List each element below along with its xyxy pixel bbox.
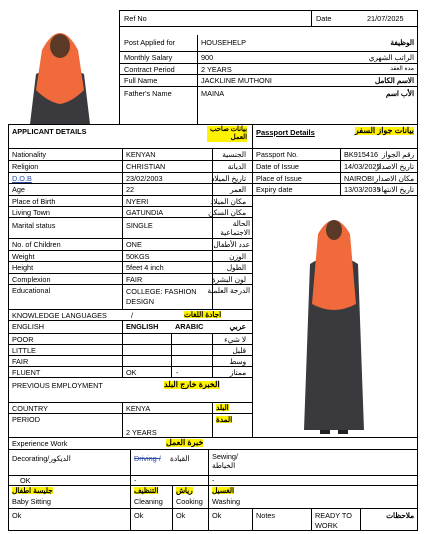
nationality-value: KENYAN bbox=[126, 150, 156, 159]
complexion-value: FAIR bbox=[126, 275, 143, 284]
date-label: Date bbox=[316, 14, 332, 23]
name-value: JACKLINE MUTHONI bbox=[201, 76, 272, 85]
post-label: Post Applied for bbox=[124, 38, 176, 47]
col-english: ENGLISH bbox=[126, 322, 159, 331]
marital-label: Marital status bbox=[12, 221, 56, 230]
passport-no-value: BK915416 bbox=[344, 150, 379, 159]
town-value: GATUNDIA bbox=[126, 208, 164, 217]
employment-title: PREVIOUS EMPLOYMENT bbox=[12, 381, 103, 390]
col-arabic: ARABIC bbox=[175, 322, 204, 331]
lang-fluent-ar: ممتاز bbox=[229, 368, 246, 377]
lang-fluent-english: OK bbox=[126, 368, 137, 377]
languages-slash: / bbox=[131, 311, 134, 320]
cooking-value: Ok bbox=[176, 511, 186, 520]
cleaning-ar: التنظيف bbox=[134, 486, 159, 495]
religion-ar: الديانة bbox=[227, 162, 246, 171]
applicant-photo-full bbox=[300, 204, 368, 436]
expiry-value: 13/03/2035 bbox=[344, 185, 381, 194]
employment-title-ar: الخبرة خارج البلد bbox=[164, 380, 220, 389]
education-ar: الدرجة العلمية bbox=[207, 286, 250, 295]
contract-value: 2 YEARS bbox=[201, 65, 232, 74]
contract-ar: مدة العقد bbox=[390, 66, 414, 72]
children-value: ONE bbox=[126, 240, 142, 249]
issue-date-ar: تاريخ الاصدار bbox=[375, 162, 414, 171]
town-label: Living Town bbox=[12, 208, 50, 217]
height-ar: الطول bbox=[226, 263, 246, 272]
lang-row-english-label: ENGLISH bbox=[12, 322, 45, 331]
notes-value: READY TO WORK bbox=[315, 511, 352, 530]
nationality-label: Nationality bbox=[12, 150, 47, 159]
passport-title-ar: بيانات جواز السفر bbox=[354, 126, 414, 135]
birthplace-label: Place of Birth bbox=[12, 197, 56, 206]
period-value: 2 YEARS bbox=[126, 428, 157, 437]
height-value: 5feet 4 inch bbox=[126, 263, 164, 272]
age-value: 22 bbox=[126, 185, 135, 194]
children-ar: عدد الأطفال bbox=[213, 240, 250, 249]
driving-value: - bbox=[134, 476, 137, 485]
issue-date-label: Date of Issue bbox=[256, 162, 299, 171]
children-label: No. of Children bbox=[12, 240, 61, 249]
sewing-value: - bbox=[212, 476, 215, 485]
salary-label: Monthly Salary bbox=[124, 53, 173, 62]
ref-label: Ref No bbox=[124, 14, 147, 23]
washing-value: Ok bbox=[212, 511, 222, 520]
driving-label: Driving / bbox=[134, 454, 161, 463]
name-ar: الاسم الكامل bbox=[374, 76, 414, 85]
babysit-label: Baby Sitting bbox=[12, 497, 51, 506]
salary-value: 900 bbox=[201, 53, 214, 62]
nationality-ar: الجنسية bbox=[222, 150, 246, 159]
notes-ar: ملاحظات bbox=[386, 511, 414, 520]
period-ar: المدة bbox=[216, 415, 233, 424]
birthplace-ar: مكان الميلاد bbox=[210, 197, 246, 206]
issue-place-label: Place of Issue bbox=[256, 174, 302, 183]
cooking-label: Cooking bbox=[176, 497, 203, 506]
birthplace-value: NYERI bbox=[126, 197, 149, 206]
washing-label: Washing bbox=[212, 497, 241, 506]
dob-label: D.O.B bbox=[12, 174, 32, 183]
period-label: PERIOD bbox=[12, 415, 40, 424]
babysit-ar: جليسة اطفال bbox=[12, 486, 53, 495]
applicant-title-ar: بيانات صاحب العمل bbox=[207, 126, 247, 142]
babysit-value: Ok bbox=[12, 511, 22, 520]
issue-date-value: 14/03/2025 bbox=[344, 162, 381, 171]
religion-label: Religion bbox=[12, 162, 39, 171]
experience-title: Experience Work bbox=[12, 439, 68, 448]
dob-ar: تاريخ الميلاد bbox=[211, 174, 246, 183]
country-value: KENYA bbox=[126, 404, 151, 413]
passport-no-label: Passport No. bbox=[256, 150, 299, 159]
marital-ar: الحالة الاجتماعية bbox=[220, 219, 250, 238]
salary-ar: الراتب الشهري bbox=[368, 53, 414, 62]
country-ar: البلد bbox=[216, 403, 229, 412]
lang-little-label: LITTLE bbox=[12, 346, 36, 355]
passport-no-ar: رقم الجواز bbox=[381, 150, 414, 159]
age-ar: العمر bbox=[229, 185, 246, 194]
driving-ar: القيادة bbox=[170, 454, 190, 463]
expiry-ar: تاريخ الانتهاء bbox=[378, 185, 414, 194]
lang-poor-ar: لا شيء bbox=[224, 335, 246, 344]
education-label: Educational bbox=[12, 286, 51, 295]
languages-title: KNOWLEDGE LANGUAGES bbox=[12, 311, 107, 320]
height-label: Height bbox=[12, 263, 34, 272]
contract-label: Contract Period bbox=[124, 65, 175, 74]
washing-ar: الغسيل bbox=[212, 486, 235, 495]
father-ar: الأب اسم bbox=[385, 89, 414, 98]
age-label: Age bbox=[12, 185, 25, 194]
expiry-label: Expiry date bbox=[256, 185, 293, 194]
cleaning-label: Cleaning bbox=[134, 497, 163, 506]
cleaning-value: Ok bbox=[134, 511, 144, 520]
name-label: Full Name bbox=[124, 76, 158, 85]
post-ar: الوظيفة bbox=[390, 38, 414, 47]
complexion-label: Complexion bbox=[12, 275, 51, 284]
cooking-ar: رياش bbox=[176, 486, 193, 495]
complexion-ar: لون البشرة bbox=[211, 275, 246, 284]
col-ar: عربي bbox=[229, 322, 246, 331]
languages-title-ar: اجادة اللغات bbox=[184, 310, 222, 319]
sewing-label: Sewing/ الخياطة bbox=[212, 452, 238, 471]
experience-title-ar: خبرة العمل bbox=[166, 438, 204, 447]
decorating-label: Decorating/الديكور bbox=[12, 454, 71, 463]
lang-fair-ar: وسط bbox=[229, 357, 246, 366]
decorating-value: OK bbox=[20, 476, 31, 485]
dob-value: 23/02/2003 bbox=[126, 174, 163, 183]
post-value: HOUSEHELP bbox=[201, 38, 247, 47]
religion-value: CHRISTIAN bbox=[126, 162, 166, 171]
notes-label: Notes bbox=[256, 511, 276, 520]
lang-fluent-label: FLUENT bbox=[12, 368, 41, 377]
date-value: 21/07/2025 bbox=[367, 14, 404, 23]
town-ar: مكان السكن bbox=[208, 208, 246, 217]
father-value: MAINA bbox=[201, 89, 225, 98]
issue-place-ar: مكان الاصدار bbox=[374, 174, 414, 183]
issue-place-value: NAIROBI bbox=[344, 174, 375, 183]
lang-little-ar: قليل bbox=[232, 346, 246, 355]
country-label: COUNTRY bbox=[12, 404, 48, 413]
applicant-photo-small bbox=[18, 12, 102, 124]
lang-poor-label: POOR bbox=[12, 335, 34, 344]
marital-value: SINGLE bbox=[126, 221, 153, 230]
father-label: Father's Name bbox=[124, 89, 172, 98]
education-value: COLLEGE: FASHION DESIGN bbox=[126, 287, 197, 307]
lang-fluent-arabic: - bbox=[176, 368, 179, 377]
weight-label: Weight bbox=[12, 252, 35, 261]
weight-value: 50KGS bbox=[126, 252, 150, 261]
applicant-title: APPLICANT DETAILS bbox=[12, 127, 87, 136]
passport-title: Passport Details bbox=[256, 128, 315, 137]
lang-fair-label: FAIR bbox=[12, 357, 29, 366]
weight-ar: الوزن bbox=[229, 252, 246, 261]
